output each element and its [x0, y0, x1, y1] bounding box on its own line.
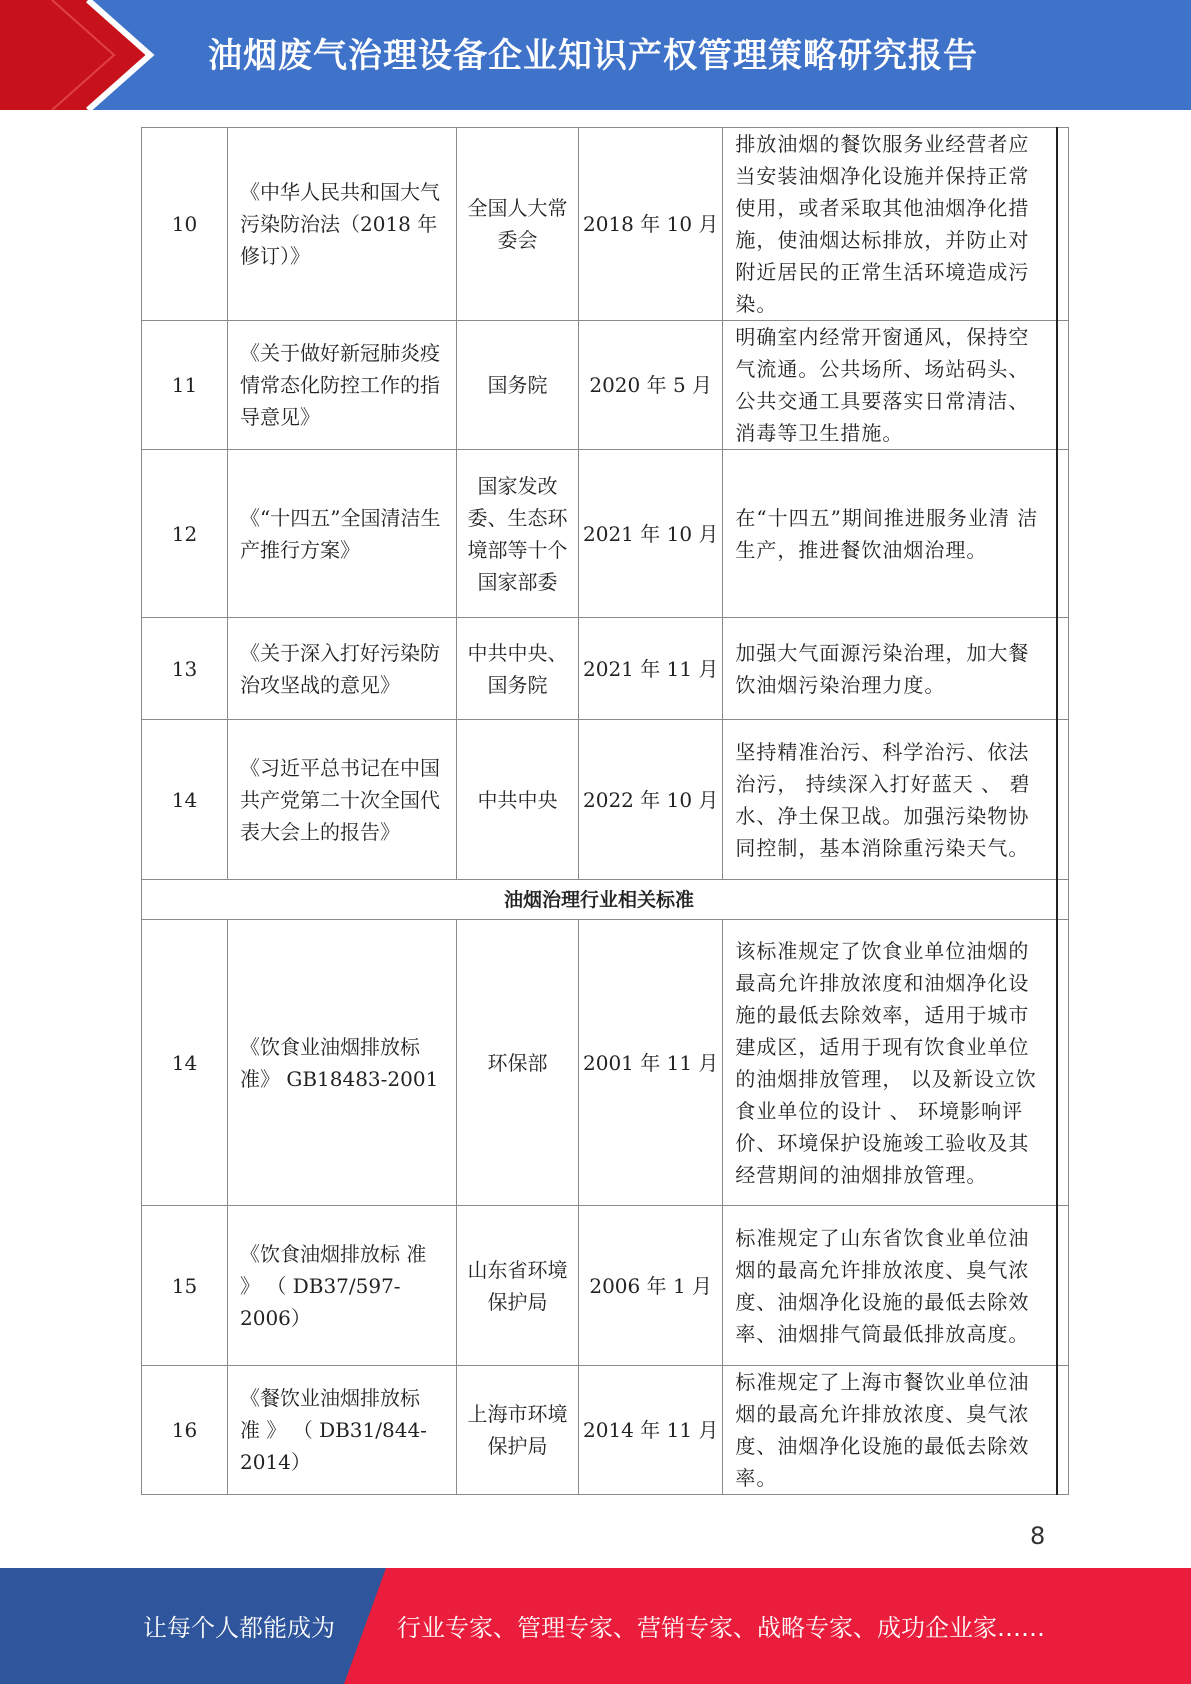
- table-spacer-cell: [1057, 880, 1069, 920]
- issue-date: 2001 年 11 月: [579, 920, 723, 1206]
- table-spacer-cell: [1057, 128, 1069, 321]
- issuing-authority: 环保部: [457, 920, 579, 1206]
- document-name: 《饮食油烟排放标 准 》 （ DB37/597- 2006）: [228, 1206, 457, 1366]
- row-number: 11: [142, 321, 228, 450]
- policy-table: [141, 127, 1069, 1495]
- row-number: 13: [142, 618, 228, 720]
- table-row: [142, 618, 1069, 720]
- section-title: 油烟治理行业相关标准: [142, 880, 1057, 920]
- issuing-authority: 国务院: [457, 321, 579, 450]
- document-summary: 标准规定了山东省饮食业单位油 烟的最高允许排放浓度、臭气浓 度、油烟净化设施的最低去除效 率、油烟排气筒最低排放高度。: [723, 1206, 1057, 1366]
- page-footer: [0, 1568, 1191, 1684]
- table-row: [142, 720, 1069, 880]
- issue-date: 2020 年 5 月: [579, 321, 723, 450]
- document-summary: 该标准规定了饮食业单位油烟的 最高允许排放浓度和油烟净化设 施的最低去除效率，适用于城市 建成区，适用于现有饮食业单位 的油烟排放管理， 以及新设立饮 食业单位的设计 、 环境影响评 价、环境保护设施竣工验收及其经营期间的油烟排放管理。: [723, 920, 1057, 1206]
- page-number: 8: [1030, 1522, 1046, 1550]
- row-number: 14: [142, 720, 228, 880]
- table-row: [142, 920, 1069, 1206]
- table-row: [142, 1366, 1069, 1495]
- table-spacer-cell: [1057, 618, 1069, 720]
- document-summary: 加强大气面源污染治理，加大餐 饮油烟污染治理力度。: [723, 618, 1057, 720]
- issue-date: 2014 年 11 月: [579, 1366, 723, 1495]
- issue-date: 2021 年 10 月: [579, 450, 723, 618]
- table-spacer-cell: [1057, 450, 1069, 618]
- table-spacer-cell: [1057, 720, 1069, 880]
- issue-date: 2022 年 10 月: [579, 720, 723, 880]
- document-name: 《中华人民共和国大气污染防治法（2018 年修订）》: [228, 128, 457, 321]
- section-header-row: [142, 880, 1069, 920]
- report-title: 油烟废气治理设备企业知识产权管理策略研究报告: [208, 36, 978, 76]
- issuing-authority: 山东省环境保护局: [457, 1206, 579, 1366]
- issuing-authority: 上海市环境保护局: [457, 1366, 579, 1495]
- document-name: 《饮食业油烟排放标 准》 GB18483-2001: [228, 920, 457, 1206]
- table-spacer-cell: [1057, 920, 1069, 1206]
- table-row: [142, 1206, 1069, 1366]
- document-summary: 标准规定了上海市餐饮业单位油 烟的最高允许排放浓度、臭气浓 度、油烟净化设施的最低去除效 率。: [723, 1366, 1057, 1495]
- document-name: 《关于深入打好污染防治攻坚战的意见》: [228, 618, 457, 720]
- issue-date: 2006 年 1 月: [579, 1206, 723, 1366]
- document-name: 《习近平总书记在中国共产党第二十次全国代表大会上的报告》: [228, 720, 457, 880]
- issue-date: 2021 年 11 月: [579, 618, 723, 720]
- issuing-authority: 中共中央、国务院: [457, 618, 579, 720]
- row-number: 10: [142, 128, 228, 321]
- table-spacer-cell: [1057, 321, 1069, 450]
- table-spacer-cell: [1057, 1206, 1069, 1366]
- issuing-authority: 全国人大常委会: [457, 128, 579, 321]
- page-header: [0, 0, 1191, 110]
- document-summary: 明确室内经常开窗通风，保持空 气流通。公共场所、场站码头、 公共交通工具要落实日常清洁、 消毒等卫生措施。: [723, 321, 1057, 450]
- issue-date: 2018 年 10 月: [579, 128, 723, 321]
- table-row: [142, 128, 1069, 321]
- document-name: 《餐饮业油烟排放标 准 》 （ DB31/844- 2014）: [228, 1366, 457, 1495]
- document-summary: 排放油烟的餐饮服务业经营者应 当安装油烟净化设施并保持正常 使用，或者采取其他油烟净化措 施，使油烟达标排放，并防止对 附近居民的正常生活环境造成污 染。: [723, 128, 1057, 321]
- issuing-authority: 中共中央: [457, 720, 579, 880]
- issuing-authority: 国家发改委、生态环境部等十个国家部委: [457, 450, 579, 618]
- row-number: 15: [142, 1206, 228, 1366]
- table-row: [142, 450, 1069, 618]
- footer-slogan-roles: 行业专家、管理专家、营销专家、战略专家、成功企业家……: [397, 1614, 1045, 1642]
- document-summary: 在“十四五”期间推进服务业清 洁生产，推进餐饮油烟治理。: [723, 450, 1057, 618]
- row-number: 16: [142, 1366, 228, 1495]
- document-name: 《关于做好新冠肺炎疫情常态化防控工作的指导意见》: [228, 321, 457, 450]
- document-summary: 坚持精准治污、科学治污、依法 治污， 持续深入打好蓝天 、 碧 水、净土保卫战。加强污染物协 同控制，基本消除重污染天气。: [723, 720, 1057, 880]
- footer-slogan-lead: 让每个人都能成为: [143, 1614, 335, 1642]
- table-spacer-cell: [1057, 1366, 1069, 1495]
- row-number: 12: [142, 450, 228, 618]
- document-name: 《“十四五”全国清洁生产推行方案》: [228, 450, 457, 618]
- row-number: 14: [142, 920, 228, 1206]
- table-row: [142, 321, 1069, 450]
